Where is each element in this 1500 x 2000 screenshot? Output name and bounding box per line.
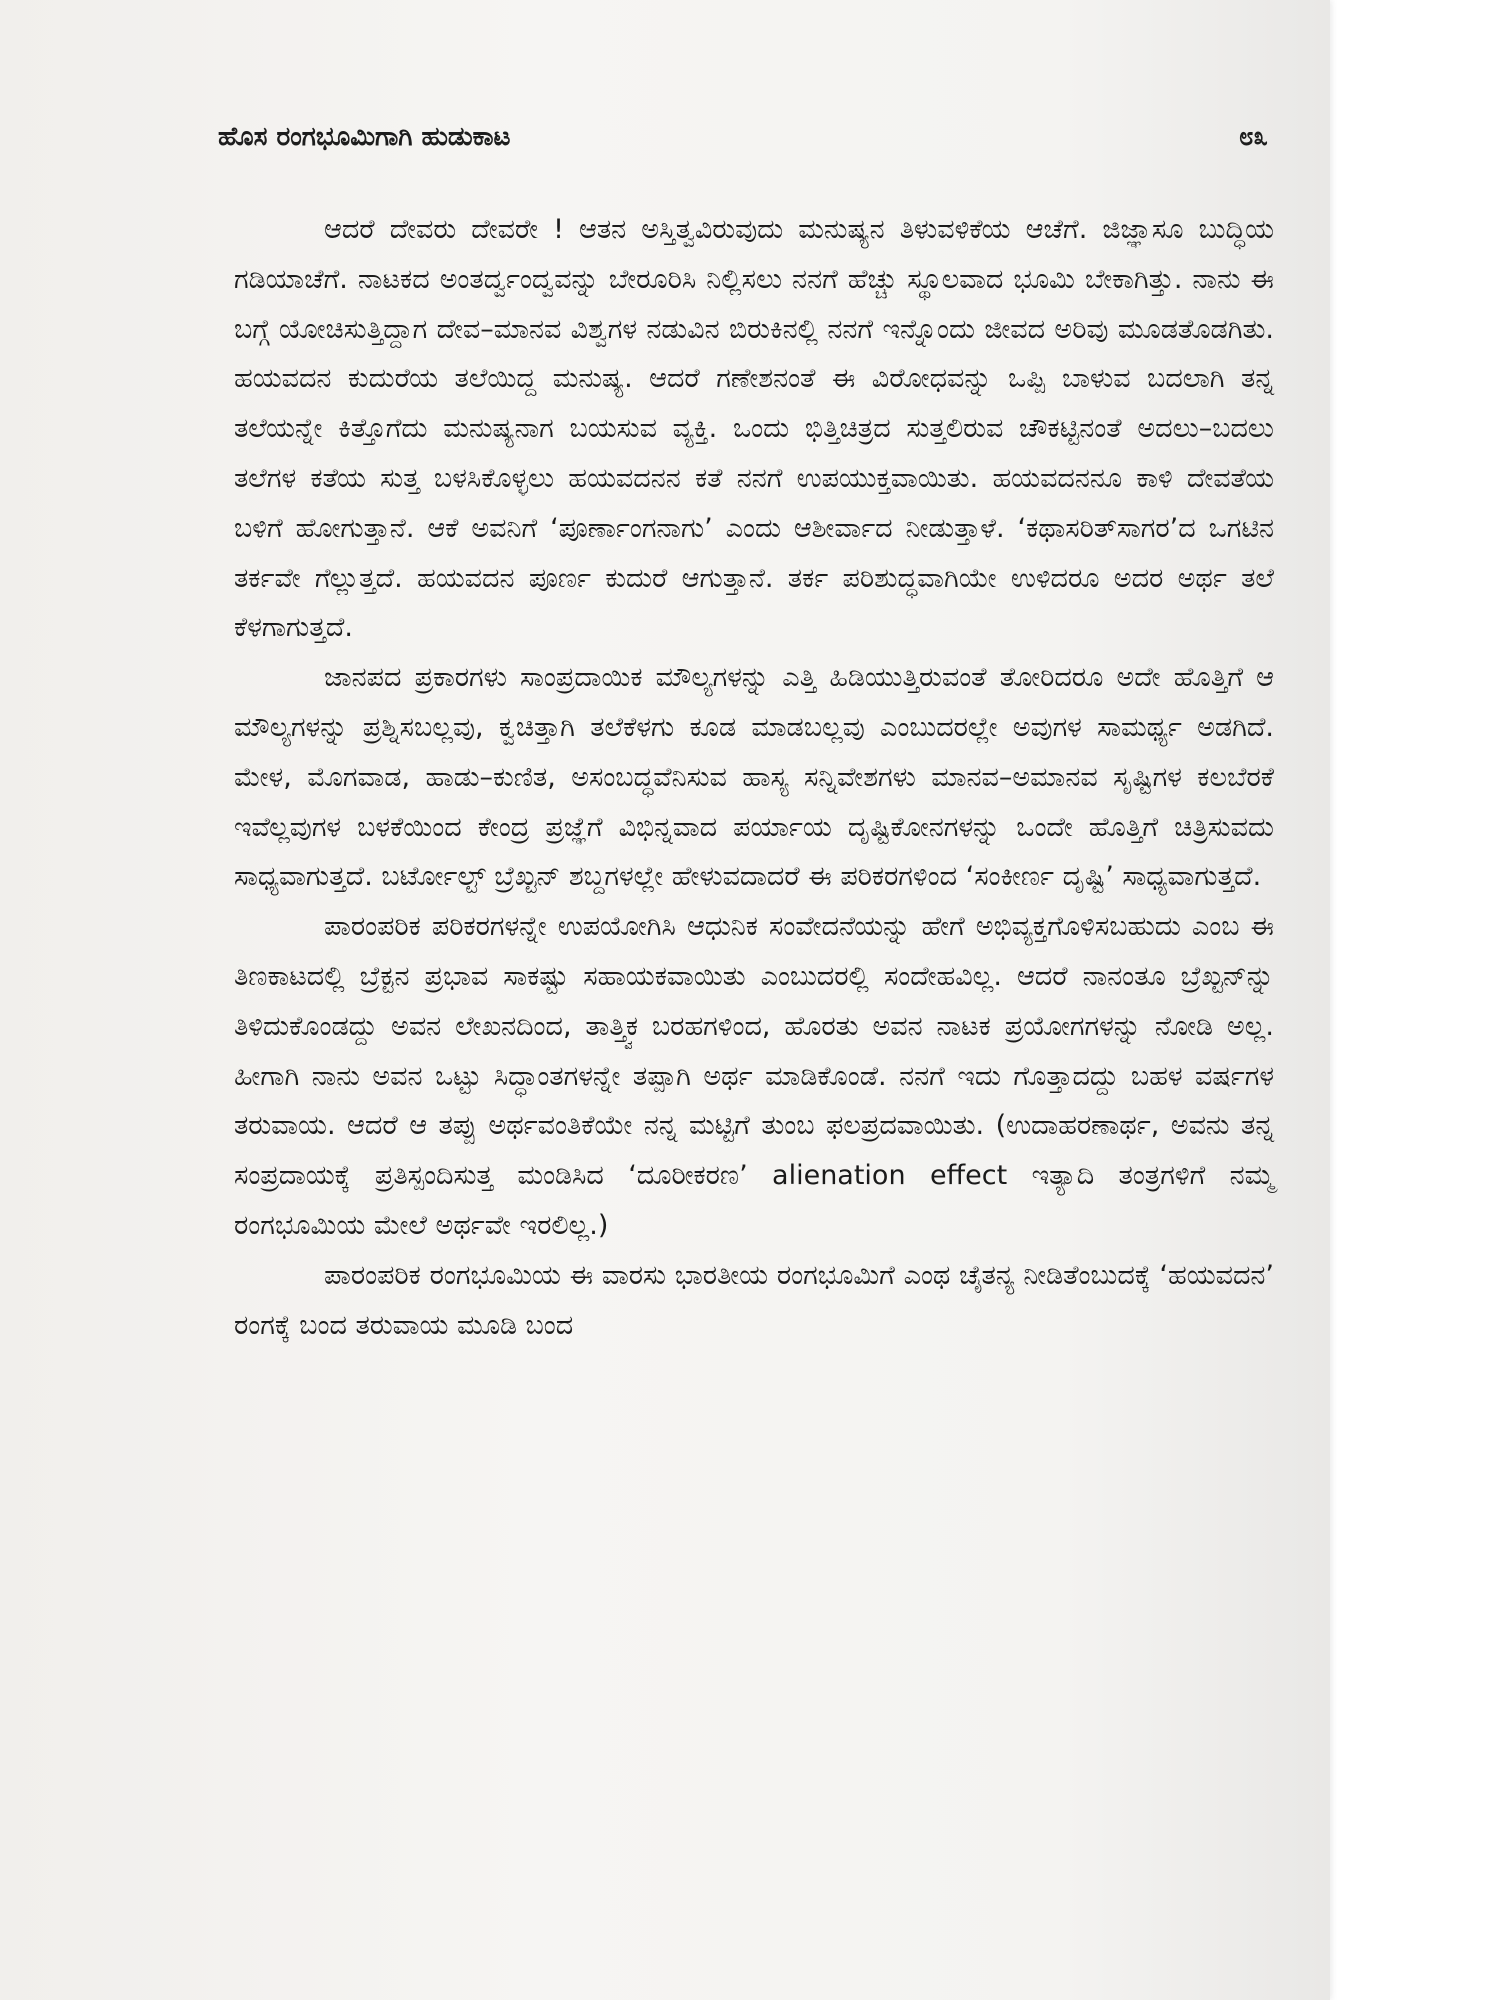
- paragraph-1: ಆದರೆ ದೇವರು ದೇವರೇ ! ಆತನ ಅಸ್ತಿತ್ವವಿರುವುದು ಮನುಷ್ಯನ ತಿಳುವಳಿಕೆಯ ಆಚೆಗೆ. ಜಿಜ್ಞಾಸೂ ಬುದ್ಧಿಯ ಗಡಿಯಾಚೆಗೆ. ನಾಟಕದ ಅಂತರ್ದ್ವಂದ್ವವನ್ನು ಬೇರೂರಿಸಿ ನಿಲ್ಲಿಸಲು ನನಗೆ ಹೆಚ್ಚು ಸ್ಥೂಲವಾದ ಭೂಮಿ ಬೇಕಾಗಿತ್ತು. ನಾನು ಈ ಬಗ್ಗೆ ಯೋಚಿಸುತ್ತಿದ್ದಾಗ ದೇವ–ಮಾನವ ವಿಶ್ವಗಳ ನಡುವಿನ ಬಿರುಕಿನಲ್ಲಿ ನನಗೆ ಇನ್ನೊಂದು ಜೀವದ ಅರಿವು ಮೂಡತೊಡಗಿತು. ಹಯವದನ ಕುದುರೆಯ ತಲೆಯಿದ್ದ ಮನುಷ್ಯ. ಆದರೆ ಗಣೇಶನಂತೆ ಈ ವಿರೋಧವನ್ನು ಒಪ್ಪಿ ಬಾಳುವ ಬದಲಾಗಿ ತನ್ನ ತಲೆಯನ್ನೇ ಕಿತ್ತೊಗೆದು ಮನುಷ್ಯನಾಗ ಬಯಸುವ ವ್ಯಕ್ತಿ. ಒಂದು ಭಿತ್ತಿಚಿತ್ರದ ಸುತ್ತಲಿರುವ ಚೌಕಟ್ಟಿನಂತೆ ಅದಲು–ಬದಲು ತಲೆಗಳ ಕತೆಯ ಸುತ್ತ ಬಳಸಿಕೊಳ್ಳಲು ಹಯವದನನ ಕತೆ ನನಗೆ ಉಪಯುಕ್ತವಾಯಿತು. ಹಯವದನನೂ ಕಾಳಿ ದೇವತೆಯ ಬಳಿಗೆ ಹೋಗುತ್ತಾನೆ. ಆಕೆ ಅವನಿಗೆ ‘ಪೂರ್ಣಾಂಗನಾಗು’ ಎಂದು ಆಶೀರ್ವಾದ ನೀಡುತ್ತಾಳೆ. ‘ಕಥಾಸರಿತ್‌ಸಾಗರ’ದ ಒಗಟಿನ ತರ್ಕವೇ ಗೆಲ್ಲುತ್ತದೆ. ಹಯವದನ ಪೂರ್ಣ ಕುದುರೆ ಆಗುತ್ತಾನೆ. ತರ್ಕ ಪರಿಶುದ್ಧವಾಗಿಯೇ ಉಳಿದರೂ ಅದರ ಅರ್ಥ ತಲೆ ಕೆಳಗಾಗುತ್ತದೆ.: [234, 214, 1274, 644]
- running-title: ಹೊಸ ರಂಗಭೂಮಿಗಾಗಿ ಹುಡುಕಾಟ: [218, 121, 511, 152]
- page-header: [218, 112, 1268, 162]
- page-body: [234, 205, 1274, 1350]
- page-number: ೮೩: [1238, 121, 1268, 152]
- paragraph-3: ಪಾರಂಪರಿಕ ಪರಿಕರಗಳನ್ನೇ ಉಪಯೋಗಿಸಿ ಆಧುನಿಕ ಸಂವೇದನೆಯನ್ನು ಹೇಗೆ ಅಭಿವ್ಯಕ್ತಗೊಳಿಸಬಹುದು ಎಂಬ ಈ ತಿಣಕಾಟದಲ್ಲಿ ಬ್ರೆಕ್ಟನ ಪ್ರಭಾವ ಸಾಕಷ್ಟು ಸಹಾಯಕವಾಯಿತು ಎಂಬುದರಲ್ಲಿ ಸಂದೇಹವಿಲ್ಲ. ಆದರೆ ನಾನಂತೂ ಬ್ರೆಖ್ಟನ್‌ನ್ನು ತಿಳಿದುಕೊಂಡದ್ದು ಅವನ ಲೇಖನದಿಂದ, ತಾತ್ತ್ವಿಕ ಬರಹಗಳಿಂದ, ಹೊರತು ಅವನ ನಾಟಕ ಪ್ರಯೋಗಗಳನ್ನು ನೋಡಿ ಅಲ್ಲ. ಹೀಗಾಗಿ ನಾನು ಅವನ ಒಟ್ಟು ಸಿದ್ಧಾಂತಗಳನ್ನೇ ತಪ್ಪಾಗಿ ಅರ್ಥ ಮಾಡಿಕೊಂಡೆ. ನನಗೆ ಇದು ಗೊತ್ತಾದದ್ದು ಬಹಳ ವರ್ಷಗಳ ತರುವಾಯ. ಆದರೆ ಆ ತಪ್ಪು ಅರ್ಥವಂತಿಕೆಯೇ ನನ್ನ ಮಟ್ಟಿಗೆ ತುಂಬ ಫಲಪ್ರದವಾಯಿತು. (ಉದಾಹರಣಾರ್ಥ, ಅವನು ತನ್ನ ಸಂಪ್ರದಾಯಕ್ಕೆ ಪ್ರತಿಸ್ಪಂದಿಸುತ್ತ ಮಂಡಿಸಿದ ‘ದೂರೀಕರಣ’ alienation effect ಇತ್ಯಾದಿ ತಂತ್ರಗಳಿಗೆ ನಮ್ಮ ರಂಗಭೂಮಿಯ ಮೇಲೆ ಅರ್ಥವೇ ಇರಲಿಲ್ಲ.): [234, 911, 1274, 1241]
- paragraph-2: ಜಾನಪದ ಪ್ರಕಾರಗಳು ಸಾಂಪ್ರದಾಯಿಕ ಮೌಲ್ಯಗಳನ್ನು ಎತ್ತಿ ಹಿಡಿಯುತ್ತಿರುವಂತೆ ತೋರಿದರೂ ಅದೇ ಹೊತ್ತಿಗೆ ಆ ಮೌಲ್ಯಗಳನ್ನು ಪ್ರಶ್ನಿಸಬಲ್ಲವು, ಕ್ವಚಿತ್ತಾಗಿ ತಲೆಕೆಳಗು ಕೂಡ ಮಾಡಬಲ್ಲವು ಎಂಬುದರಲ್ಲೇ ಅವುಗಳ ಸಾಮರ್ಥ್ಯ ಅಡಗಿದೆ. ಮೇಳ, ಮೊಗವಾಡ, ಹಾಡು–ಕುಣಿತ, ಅಸಂಬದ್ಧವೆನಿಸುವ ಹಾಸ್ಯ ಸನ್ನಿವೇಶಗಳು ಮಾನವ–ಅಮಾನವ ಸೃಷ್ಟಿಗಳ ಕಲಬೆರಕೆ ಇವೆಲ್ಲವುಗಳ ಬಳಕೆಯಿಂದ ಕೇಂದ್ರ ಪ್ರಜ್ಞೆಗೆ ವಿಭಿನ್ನವಾದ ಪರ್ಯಾಯ ದೃಷ್ಟಿಕೋನಗಳನ್ನು ಒಂದೇ ಹೊತ್ತಿಗೆ ಚಿತ್ರಿಸುವದು ಸಾಧ್ಯವಾಗುತ್ತದೆ. ಬರ್ಟೋಲ್ಟ್ ಬ್ರೆಖ್ಟನ್ ಶಬ್ದಗಳಲ್ಲೇ ಹೇಳುವದಾದರೆ ಈ ಪರಿಕರಗಳಿಂದ ‘ಸಂಕೀರ್ಣ ದೃಷ್ಟಿ’ ಸಾಧ್ಯವಾಗುತ್ತದೆ.: [234, 662, 1274, 893]
- paragraph-4: ಪಾರಂಪರಿಕ ರಂಗಭೂಮಿಯ ಈ ವಾರಸು ಭಾರತೀಯ ರಂಗಭೂಮಿಗೆ ಎಂಥ ಚೈತನ್ಯ ನೀಡಿತೆಂಬುದಕ್ಕೆ ‘ಹಯವದನ’ ರಂಗಕ್ಕೆ ಬಂದ ತರುವಾಯ ಮೂಡಿ ಬಂದ: [234, 1259, 1274, 1341]
